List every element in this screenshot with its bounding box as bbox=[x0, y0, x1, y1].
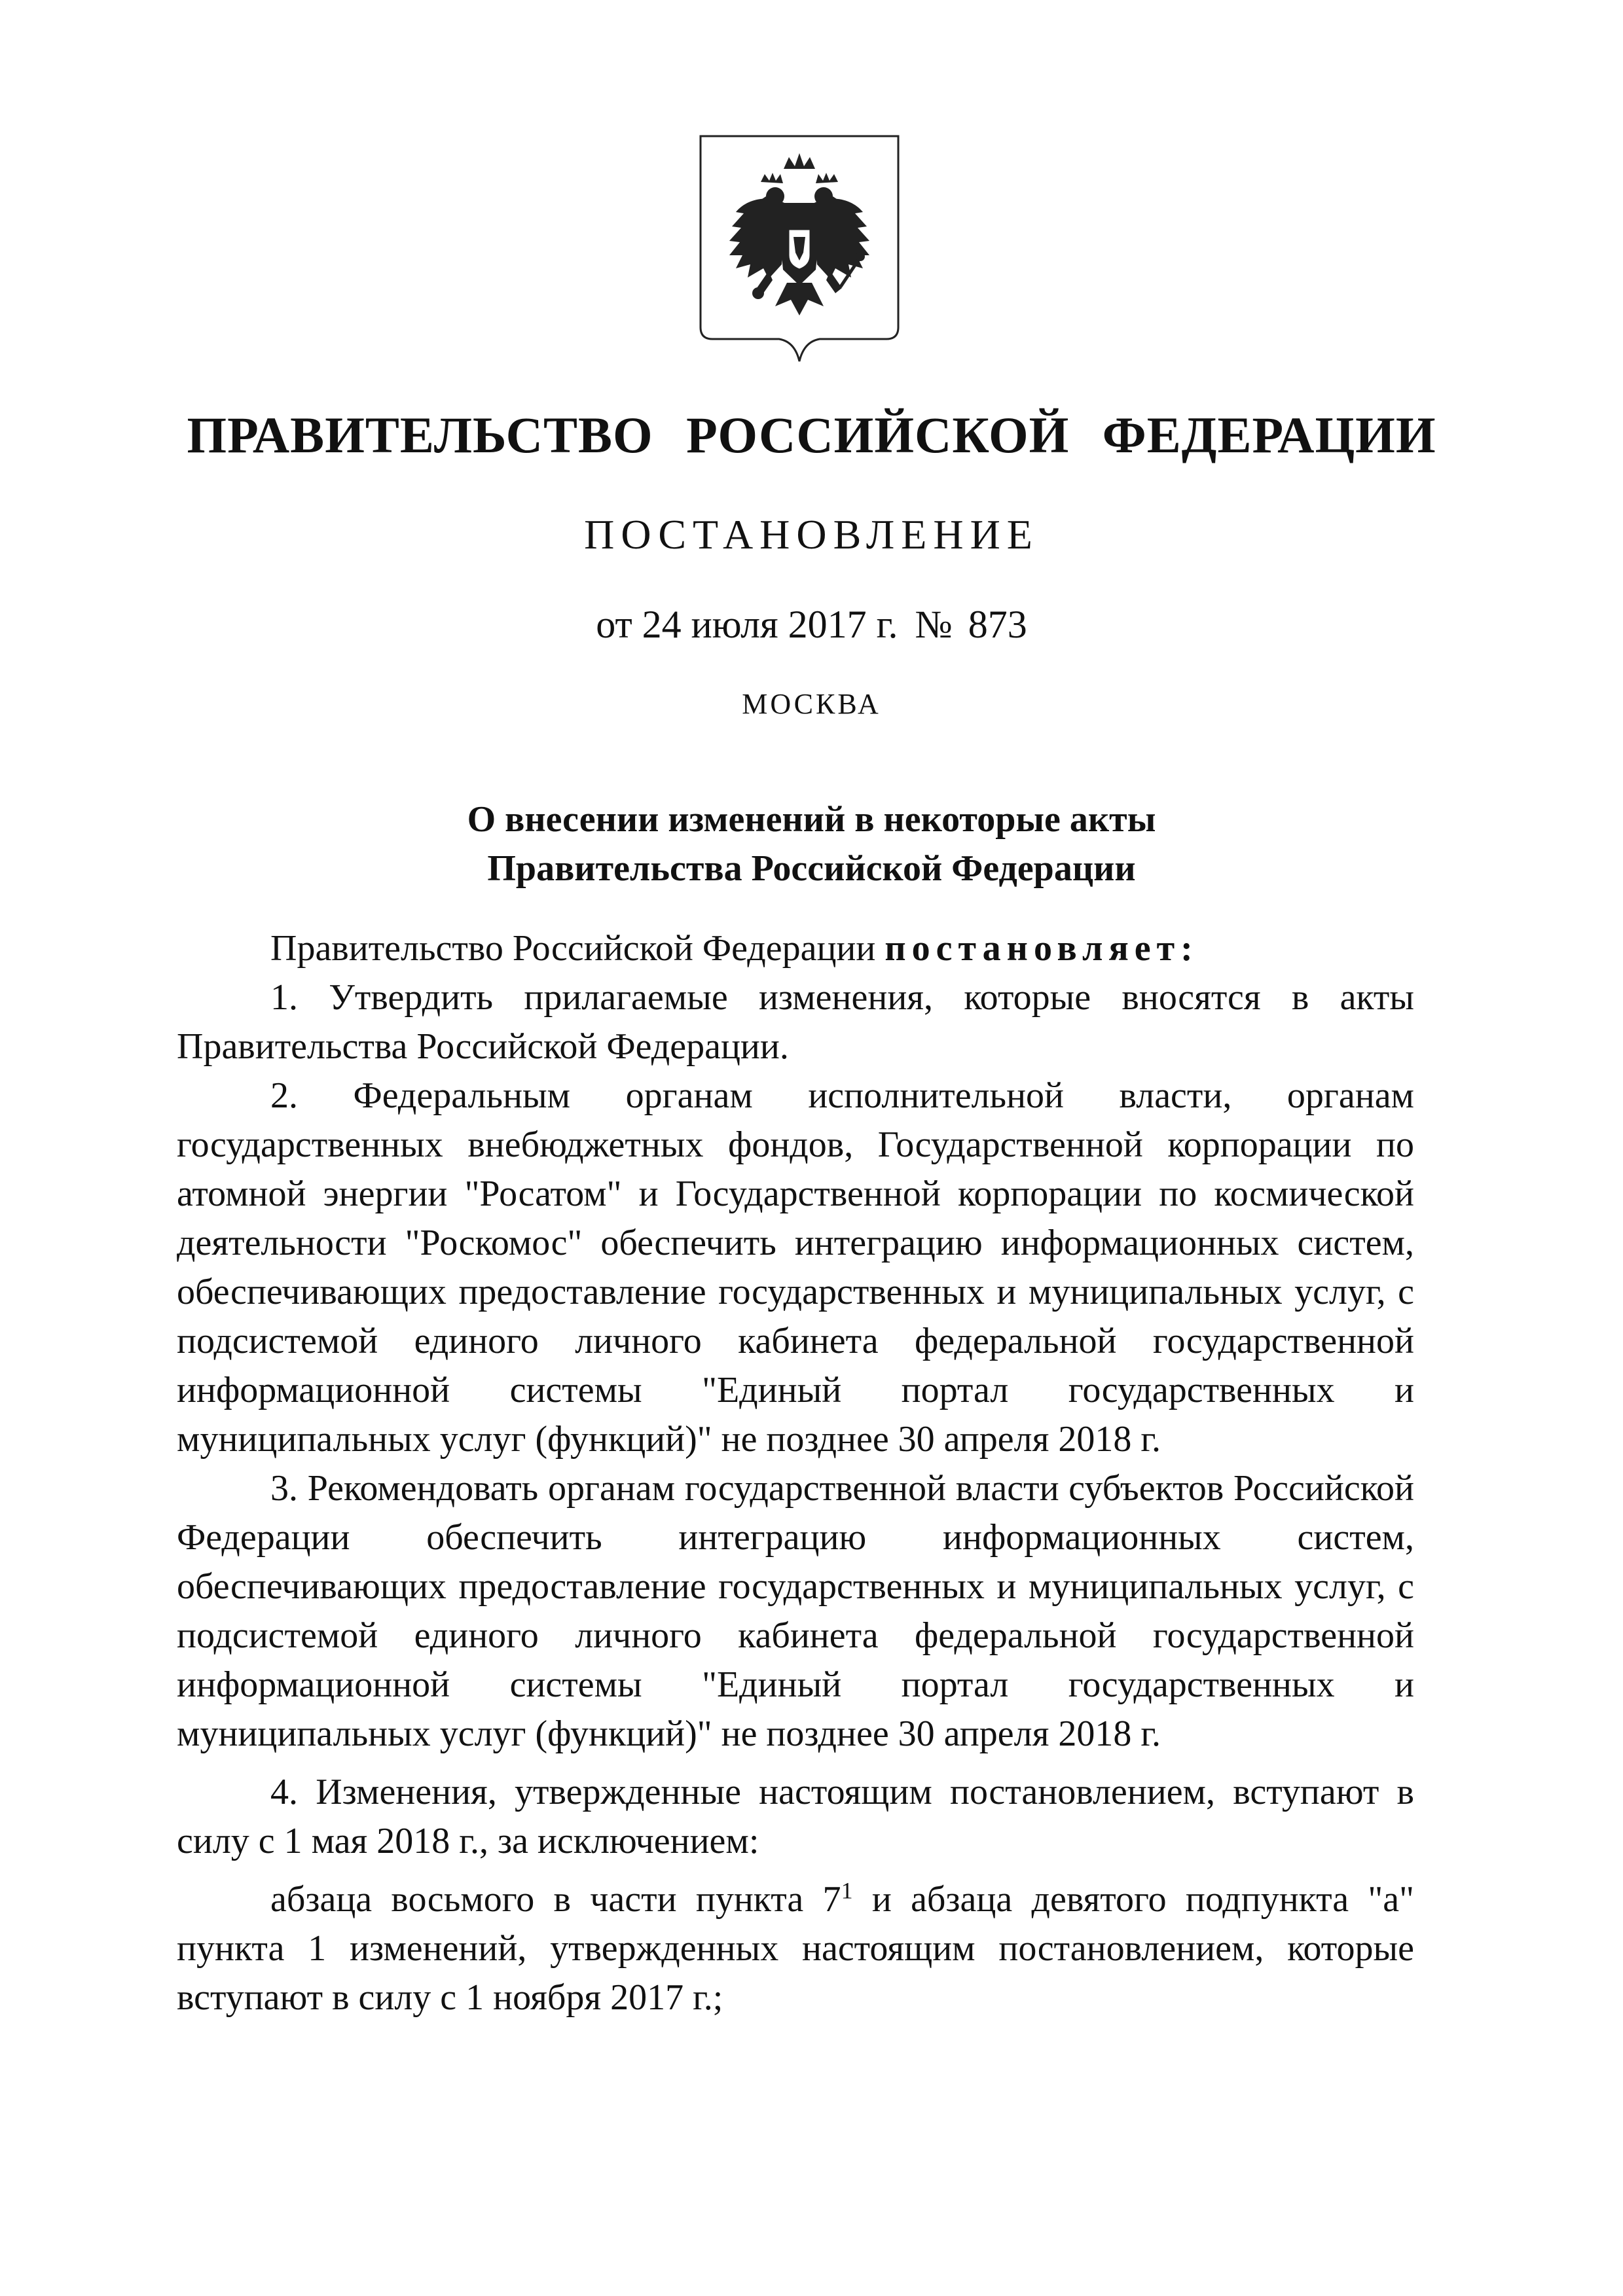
document-date: от 24 июля 2017 г. bbox=[596, 603, 898, 646]
paragraph-4: 4. Изменения, утвержденные настоящим постановлением, вступают в силу с 1 мая 2018 г., за исключением: bbox=[177, 1772, 1414, 1861]
superscript-index: 1 bbox=[841, 1877, 853, 1904]
paragraph-3: 3. Рекомендовать органам государственной власти субъектов Российской Федерации обеспечить интеграцию информационных систем, обеспечивающих предоставление государственных и муниципальных услуг, с подсистемой единого личного кабинета федеральной государственной информационной системы "Единый портал государственных и муниципальных услуг (функций)" не позднее 30 апреля 2018 г. bbox=[177, 1468, 1414, 1754]
paragraph-2: 2. Федеральным органам исполнительной власти, органам государственных внебюджетных фондов, Государственной корпорации по атомной энергии "Росатом" и Государственной корпорации по космической деятельности "Роскомос" обеспечить интеграцию информационных систем, обеспечивающих предоставление государственных и муниципальных услуг, с подсистемой единого личного кабинета федеральной государственной информационной системы "Единый портал государственных и муниципальных услуг (функций)" не позднее 30 апреля 2018 г. bbox=[177, 1075, 1414, 1460]
subject-line-2: Правительства Российской Федерации bbox=[487, 848, 1136, 889]
number-sign: № bbox=[915, 603, 953, 646]
government-title: ПРАВИТЕЛЬСТВО РОССИЙСКОЙ ФЕДЕРАЦИИ bbox=[187, 406, 1436, 463]
paragraph-1: 1. Утвердить прилагаемые изменения, которые вносятся в акты Правительства Российской Федерации. bbox=[177, 977, 1414, 1067]
document-subject bbox=[0, 795, 1623, 893]
paragraph-5-start: абзаца восьмого в части пункта 7 bbox=[270, 1879, 841, 1920]
document-body bbox=[177, 924, 1414, 2022]
paragraph-5 bbox=[177, 1875, 1414, 2022]
subject-line-1: О внесении изменений в некоторые акты bbox=[467, 799, 1156, 840]
document-date-number bbox=[0, 602, 1623, 647]
preamble-text: Правительство Российской Федерации bbox=[270, 928, 885, 969]
document-number: 873 bbox=[968, 603, 1027, 646]
document-type: ПОСТАНОВЛЕНИЕ bbox=[584, 511, 1039, 558]
decree-word: постановляет: bbox=[884, 928, 1199, 969]
issue-city: МОСКВА bbox=[742, 688, 881, 720]
paragraph-5-end: и абзаца девятого подпункта "а" пункта 1 изменений, утвержденных настоящим постановлением, которые вступают в силу с 1 ноября 2017 г.; bbox=[177, 1879, 1415, 2018]
coat-of-arms-icon bbox=[695, 131, 903, 367]
preamble bbox=[177, 924, 1414, 973]
